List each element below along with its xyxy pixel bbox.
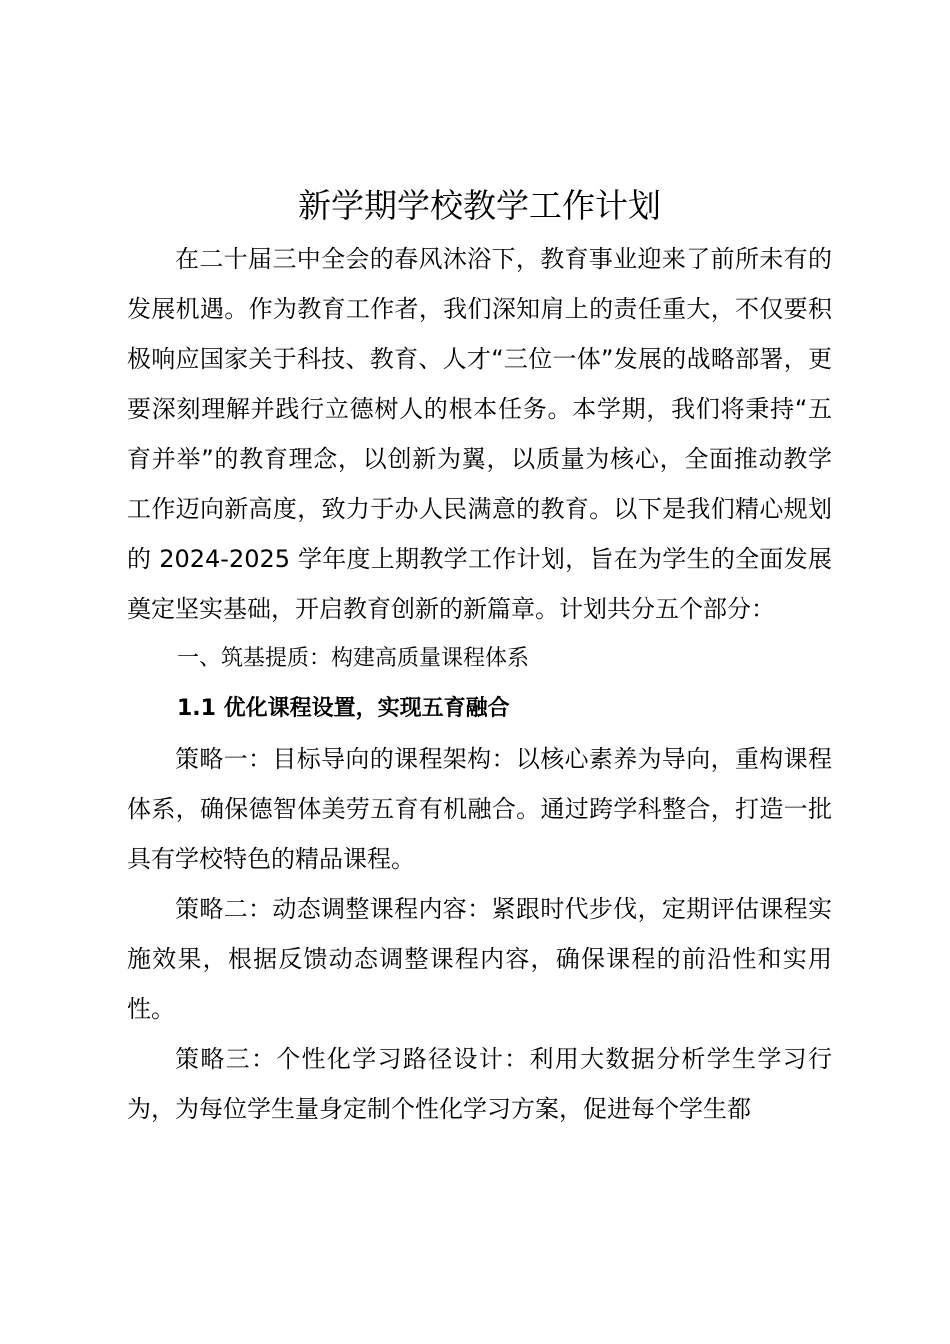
strategy-2-paragraph: 策略二：动态调整课程内容：紧跟时代步伐，定期评估课程实施效果，根据反馈动态调整课程内容，确保课程的前沿性和实用性。 xyxy=(127,895,832,1023)
document-body xyxy=(127,178,832,1134)
document-title: 新学期学校教学工作计划 xyxy=(298,186,661,225)
strategy-3-paragraph: 策略三：个性化学习路径设计：利用大数据分析学生学习行为，为每位学生量身定制个性化学习方案，促进每个学生都 xyxy=(127,1045,832,1123)
section-1-heading: 一、筑基提质：构建高质量课程体系 xyxy=(177,646,530,671)
strategy-1-paragraph: 策略一：目标导向的课程架构：以核心素养为导向，重构课程体系，确保德智体美劳五育有机融合。通过跨学科整合，打造一批具有学校特色的精品课程。 xyxy=(127,745,832,873)
section-1-1-heading: 1.1 优化课程设置，实现五育融合 xyxy=(177,696,510,721)
intro-paragraph: 在二十届三中全会的春风沐浴下，教育事业迎来了前所未有的发展机遇。作为教育工作者，我们深知肩上的责任重大，不仅要积极响应国家关于科技、教育、人才“三位一体”发展的战略部署，更要深刻理解并践行立德树人的根本任务。本学期，我们将秉持“五育并举”的教育理念，以创新为翼，以质量为核心，全面推动教学工作迈向新高度，致力于办人民满意的教育。以下是我们精心规划的 2024-2025 学年度上期教学工作计划，旨在为学生的全面发展奠定坚实基础，开启教育创新的新篇章。计划共分五个部分： xyxy=(127,245,832,623)
